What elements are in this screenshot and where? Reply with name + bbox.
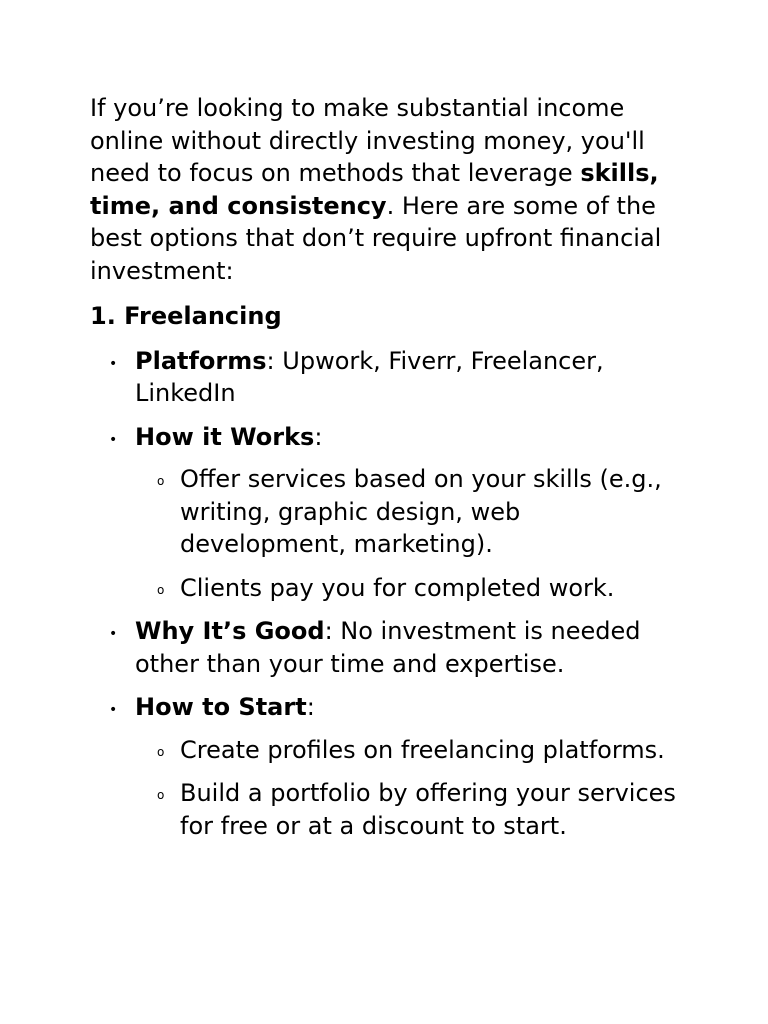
section-heading: 1. Freelancing <box>90 302 282 330</box>
sub-list <box>135 463 690 604</box>
document-page <box>90 92 690 853</box>
item-label: How to Start <box>135 693 307 721</box>
item-text: : No investment is needed other than your time and expertise. <box>135 617 641 678</box>
sub-list-item: o Offer services based on your skills (e.g., writing, graphic design, web development, marketing). <box>180 463 690 561</box>
intro-emphasis: skills, time, and consistency <box>90 159 659 220</box>
list-item-platforms <box>135 345 690 410</box>
item-text: : <box>306 693 315 721</box>
intro-paragraph <box>90 92 690 287</box>
item-label: Platforms <box>135 346 267 375</box>
list-item-how-to-start <box>135 691 690 842</box>
item-label: Why It’s Good <box>135 617 325 645</box>
list-item-how-it-works <box>135 421 690 605</box>
bullet-list <box>90 345 690 843</box>
sub-list-item: o Clients pay you for completed work. <box>180 572 690 605</box>
item-label: How it Works <box>135 422 315 451</box>
sub-list <box>135 734 690 843</box>
list-item-why-its-good <box>135 615 690 680</box>
intro-text-after: . Here are some of the best options that don’t require upfront financial investment: <box>90 191 662 285</box>
item-text: : Upwork, Fiverr, Freelancer, LinkedIn <box>135 346 604 407</box>
item-text: : <box>314 422 323 451</box>
intro-text-before: If you’re looking to make substantial income online without directly investing money, you'll need to focus on methods that leverage <box>90 94 645 187</box>
sub-list-item: o Build a portfolio by offering your services for free or at a discount to start. <box>180 777 690 842</box>
sub-list-item: o Create profiles on freelancing platforms. <box>180 734 690 767</box>
